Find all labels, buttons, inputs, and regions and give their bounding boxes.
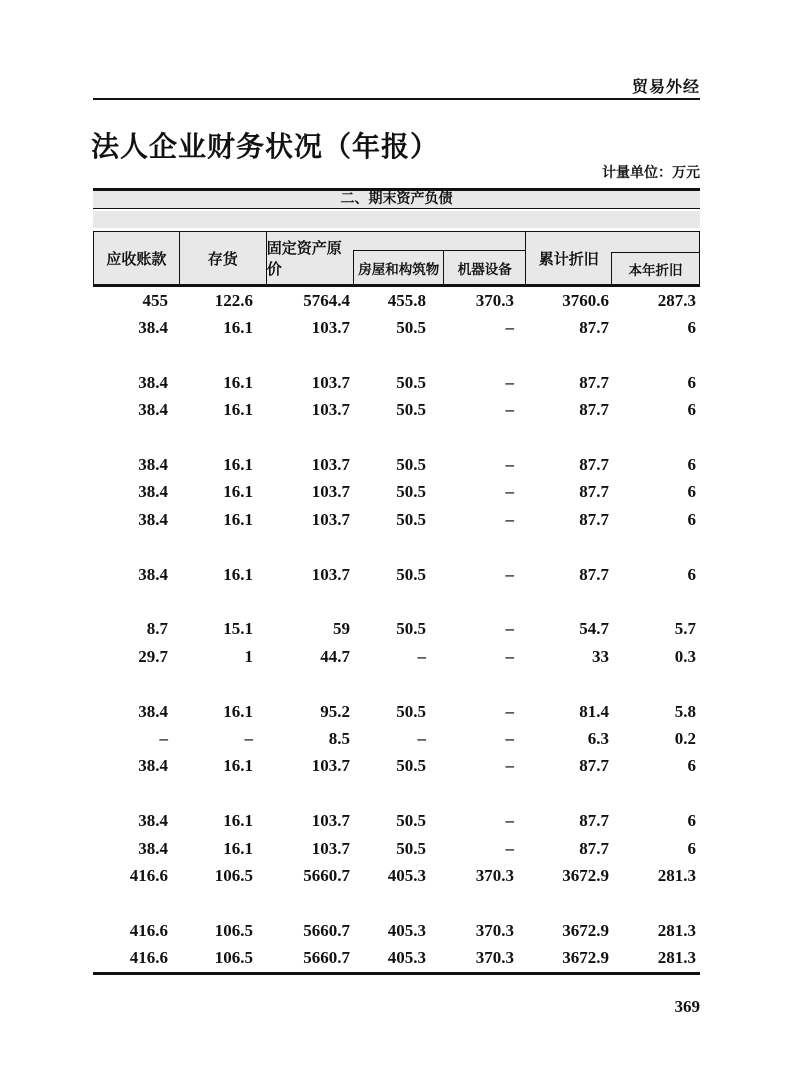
section-header-right: 贸易外经 [631, 79, 700, 96]
table-cell: 6.3 [587, 728, 609, 748]
table-cell: 0.2 [674, 728, 696, 748]
table-cell: 6 [687, 811, 696, 831]
table-cell: 50.5 [396, 509, 426, 529]
table-cell: 3672.9 [562, 948, 609, 968]
table-cell: 281.3 [657, 948, 696, 968]
table-cell: 287.3 [657, 290, 696, 310]
table-cell: 5660.7 [303, 948, 350, 968]
table-cell: 6 [687, 482, 696, 502]
table-cell: 103.7 [311, 372, 350, 392]
table-row [93, 506, 700, 533]
table-cell: 16.1 [223, 400, 253, 420]
table-cell: 103.7 [311, 756, 350, 776]
table-row [93, 835, 700, 862]
table-cell: 405.3 [387, 948, 426, 968]
table-cell: 103.7 [311, 318, 350, 338]
table-cell: 16.1 [223, 811, 253, 831]
table-row [93, 287, 700, 314]
table-row-spacer [93, 670, 700, 697]
table-row [93, 807, 700, 834]
table-cell: 29.7 [138, 646, 168, 666]
table-row [93, 862, 700, 889]
table-cell: 8.5 [328, 728, 350, 748]
table-empty-band [93, 211, 700, 228]
table-column-headers [93, 231, 700, 287]
table-cell: 87.7 [579, 318, 609, 338]
table-cell: – [505, 482, 514, 502]
table-row [93, 698, 700, 725]
column-header-receivables: 应收账款 [94, 232, 180, 284]
table-cell: 87.7 [579, 509, 609, 529]
table-cell: 87.7 [579, 482, 609, 502]
table-cell: 1 [244, 646, 253, 666]
table-row-spacer [93, 534, 700, 561]
table-cell: – [505, 372, 514, 392]
table-cell: 281.3 [657, 920, 696, 940]
table-cell: 87.7 [579, 838, 609, 858]
table-cell: 50.5 [396, 564, 426, 584]
column-header-current-year-depreciation: 本年折旧 [628, 262, 683, 278]
table-row-spacer [93, 424, 700, 451]
table-cell: 6 [687, 400, 696, 420]
table-cell: 6 [687, 372, 696, 392]
table-cell: 38.4 [138, 838, 168, 858]
table-cell: 5660.7 [303, 920, 350, 940]
table-cell: 103.7 [311, 400, 350, 420]
table-cell: – [505, 646, 514, 666]
table-cell: – [505, 318, 514, 338]
table-cell: 370.3 [475, 290, 514, 310]
table-cell: 455.8 [387, 290, 426, 310]
table-cell: 416.6 [129, 865, 168, 885]
table-cell: 5.7 [674, 619, 696, 639]
table-cell: 15.1 [223, 619, 253, 639]
table-cell: 455 [142, 290, 168, 310]
table-cell: 87.7 [579, 400, 609, 420]
table-cell: 103.7 [311, 509, 350, 529]
table-cell: 16.1 [223, 482, 253, 502]
table-cell: 16.1 [223, 838, 253, 858]
table-cell: 6 [687, 756, 696, 776]
table-cell: 103.7 [311, 455, 350, 475]
table-cell: – [505, 756, 514, 776]
table-cell: 370.3 [475, 865, 514, 885]
table-cell: 0.3 [674, 646, 696, 666]
column-header-buildings: 房屋和构筑物 [354, 251, 444, 284]
table-cell: 87.7 [579, 564, 609, 584]
table-cell: 50.5 [396, 756, 426, 776]
table-cell: – [505, 728, 514, 748]
table-row [93, 753, 700, 780]
table-cell: 16.1 [223, 756, 253, 776]
table-cell: 50.5 [396, 318, 426, 338]
table-cell: 81.4 [579, 701, 609, 721]
unit-note: 计量单位：万元 [602, 166, 700, 181]
fixed-assets-subcolumns [353, 250, 525, 284]
table-cell: 103.7 [311, 838, 350, 858]
table-cell: 3760.6 [562, 290, 609, 310]
table-cell: 6 [687, 564, 696, 584]
table-cell: 6 [687, 318, 696, 338]
table-cell: – [505, 811, 514, 831]
table-cell: 38.4 [138, 756, 168, 776]
table-cell: – [159, 728, 168, 748]
column-header-inventory: 存货 [180, 232, 267, 284]
table-row [93, 917, 700, 944]
depreciation-subcolumn [611, 252, 699, 284]
table-cell: 16.1 [223, 455, 253, 475]
table-cell: 38.4 [138, 509, 168, 529]
table-row-spacer [93, 588, 700, 615]
table-cell: – [505, 400, 514, 420]
accumulated-depreciation-label: 累计折旧 [538, 251, 599, 268]
table-cell: 103.7 [311, 564, 350, 584]
table-cell: 16.1 [223, 372, 253, 392]
table-cell: 106.5 [214, 865, 253, 885]
table-cell: 5660.7 [303, 865, 350, 885]
table-cell: 416.6 [129, 948, 168, 968]
page-title: 法人企业财务状况（年报） [91, 132, 440, 163]
table-cell: 38.4 [138, 372, 168, 392]
table-cell: 3672.9 [562, 920, 609, 940]
table-cell: 405.3 [387, 865, 426, 885]
table-cell: 50.5 [396, 455, 426, 475]
table-cell: – [505, 564, 514, 584]
table-cell: 38.4 [138, 400, 168, 420]
table-cell: 38.4 [138, 482, 168, 502]
column-header-machinery: 机器设备 [457, 261, 512, 277]
table-cell: 50.5 [396, 482, 426, 502]
table-row-spacer [93, 342, 700, 369]
column-header-fixed-assets [267, 232, 527, 284]
table-cell: 87.7 [579, 756, 609, 776]
table-cell: 6 [687, 838, 696, 858]
table-cell: 106.5 [214, 948, 253, 968]
table-cell: 95.2 [320, 701, 350, 721]
table-cell: 38.4 [138, 564, 168, 584]
table-cell: 87.7 [579, 455, 609, 475]
table-cell: 54.7 [579, 619, 609, 639]
header-rule [93, 98, 700, 100]
table-cell: 50.5 [396, 619, 426, 639]
table-cell: 5.8 [674, 701, 696, 721]
table-bottom-rule [93, 972, 700, 975]
table-row [93, 451, 700, 478]
table-cell: 16.1 [223, 564, 253, 584]
table-cell: 122.6 [214, 290, 253, 310]
table-row [93, 369, 700, 396]
table-cell: 6 [687, 455, 696, 475]
table-cell: 87.7 [579, 811, 609, 831]
table-cell: 38.4 [138, 318, 168, 338]
column-header-accumulated-depreciation [526, 232, 699, 284]
table-cell: – [417, 646, 426, 666]
table-row [93, 944, 700, 971]
table-cell: 38.4 [138, 811, 168, 831]
table-cell: 3672.9 [562, 865, 609, 885]
table-cell: 103.7 [311, 811, 350, 831]
table-cell: – [505, 838, 514, 858]
fixed-assets-label: 固定资产原价 [266, 241, 342, 278]
table-row-spacer [93, 890, 700, 917]
table-cell: 50.5 [396, 701, 426, 721]
table-row [93, 616, 700, 643]
table-cell: 5764.4 [303, 290, 350, 310]
table-row [93, 725, 700, 752]
table-cell: 370.3 [475, 948, 514, 968]
table-cell: 44.7 [320, 646, 350, 666]
table-cell: – [505, 701, 514, 721]
table-cell: 8.7 [146, 619, 168, 639]
table-cell: 50.5 [396, 400, 426, 420]
table-cell: 16.1 [223, 701, 253, 721]
table-row-spacer [93, 780, 700, 807]
table-cell: – [505, 509, 514, 529]
table-cell: 38.4 [138, 455, 168, 475]
table-cell: 87.7 [579, 372, 609, 392]
table-cell: 281.3 [657, 865, 696, 885]
table-cell: 50.5 [396, 838, 426, 858]
table-cell: 33 [592, 646, 609, 666]
table-cell: – [505, 619, 514, 639]
table-cell: 370.3 [475, 920, 514, 940]
financial-table [93, 188, 700, 975]
table-row [93, 561, 700, 588]
table-cell: 59 [333, 619, 350, 639]
table-cell: – [505, 455, 514, 475]
table-row [93, 397, 700, 424]
table-cell: 50.5 [396, 372, 426, 392]
table-cell: 50.5 [396, 811, 426, 831]
page-number: 369 [674, 997, 700, 1016]
table-row [93, 479, 700, 506]
table-cell: 103.7 [311, 482, 350, 502]
table-cell: 416.6 [129, 920, 168, 940]
table-section-header: 二、期末资产负债 [93, 188, 700, 209]
table-body [93, 287, 700, 972]
table-cell: 16.1 [223, 318, 253, 338]
table-row [93, 643, 700, 670]
table-cell: – [417, 728, 426, 748]
table-row [93, 314, 700, 341]
table-cell: 6 [687, 509, 696, 529]
table-cell: 16.1 [223, 509, 253, 529]
table-cell: – [244, 728, 253, 748]
table-cell: 405.3 [387, 920, 426, 940]
table-cell: 106.5 [214, 920, 253, 940]
table-cell: 38.4 [138, 701, 168, 721]
